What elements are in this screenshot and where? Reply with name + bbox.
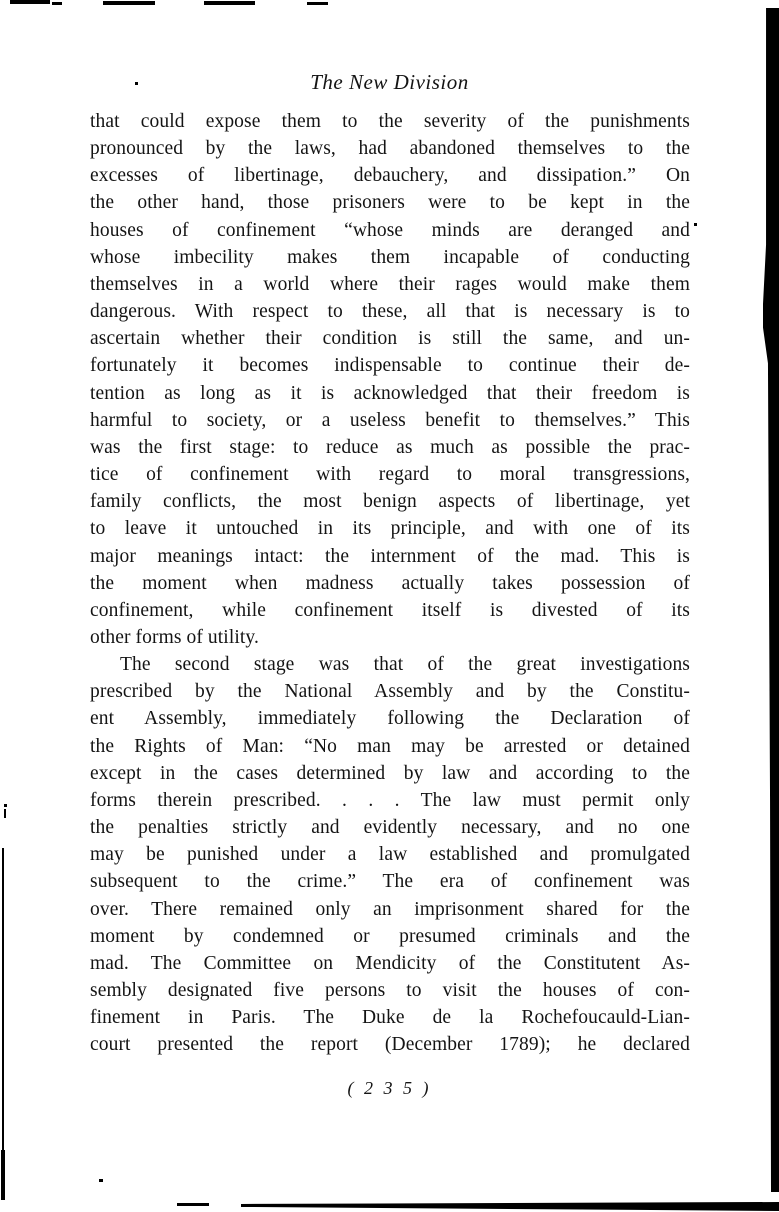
text-line: mad. The Committee on Mendicity of the Constitutent As- (90, 952, 690, 974)
text-line: forms therein prescribed. . . . The law must permit only (90, 789, 690, 811)
text-line: over. There remained only an imprisonment shared for the (90, 898, 690, 920)
text-line: The second stage was that of the great investigations (120, 654, 690, 676)
text-line: fortunately it becomes indispensable to continue their de- (90, 355, 690, 377)
text-line: that could expose them to the severity of the punishments (90, 111, 690, 132)
page-number: ( 2 3 5 ) (347, 1078, 432, 1098)
text-line: ascertain whether their condition is still the same, and un- (90, 328, 690, 350)
text-line: other forms of utility. (90, 626, 259, 648)
scan-artifact-left-edge-line (2, 848, 4, 1150)
text-line: moment by condemned or presumed criminals and the (90, 925, 690, 947)
page-body (90, 108, 690, 1058)
text-line: sembly designated five persons to visit the houses of con- (90, 980, 690, 1001)
text-line: dangerous. With respect to these, all that is necessary is to (90, 301, 690, 323)
text-line: prescribed by the National Assembly and by the Constitu- (90, 681, 690, 703)
text-line: the penalties strictly and evidently necessary, and no one (90, 817, 690, 839)
text-line: except in the cases determined by law and according to the (90, 762, 690, 784)
text-line: the other hand, those prisoners were to be kept in the (90, 192, 690, 214)
text-line: the moment when madness actually takes possession of (90, 572, 690, 594)
text-line: court presented the report (December 1789); he declared (90, 1034, 690, 1056)
text-line: tention as long as it is acknowledged that their freedom is (90, 382, 690, 404)
text-line: houses of confinement “whose minds are deranged and (90, 219, 690, 241)
scan-artifact-bottom-dash (177, 1203, 209, 1206)
text-line: tice of confinement with regard to moral transgressions, (90, 464, 690, 486)
text-line: excesses of libertinage, debauchery, and dissipation.” On (90, 165, 690, 187)
text-line: the Rights of Man: “No man may be arrested or detained (90, 735, 690, 757)
scan-artifact-top-dash (103, 1, 155, 5)
text-line: themselves in a world where their rages would make them (90, 273, 690, 295)
text-line: was the first stage: to reduce as much as possible the prac- (90, 436, 690, 458)
paragraph (90, 108, 690, 651)
scan-speck (694, 223, 697, 226)
scan-artifact-top-dash (204, 1, 255, 5)
text-line: major meanings intact: the internment of the mad. This is (90, 545, 690, 567)
text-line: finement in Paris. The Duke de la Rochefoucauld-Lian- (90, 1007, 690, 1029)
text-line: subsequent to the crime.” The era of confinement was (90, 871, 690, 893)
scan-artifact-top-dash (10, 0, 50, 4)
text-line: family conflicts, the most benign aspects of libertinage, yet (90, 491, 690, 513)
scan-artifact-right-edge-bar (763, 8, 779, 1192)
scan-margin-mark (4, 809, 6, 818)
text-line: harmful to society, or a useless benefit to themselves.” This (90, 409, 690, 431)
text-line: ent Assembly, immediately following the Declaration of (90, 708, 690, 730)
paragraph (90, 651, 690, 1058)
scan-artifact-top-dash (307, 2, 328, 5)
scan-speck (99, 1179, 103, 1182)
text-line: whose imbecility makes them incapable of conducting (90, 246, 690, 268)
scan-artifact-bottom-edge-line (241, 1202, 779, 1211)
running-header: The New Division (310, 70, 469, 94)
text-line: may be punished under a law established and promulgated (90, 844, 690, 866)
text-line: pronounced by the laws, had abandoned themselves to the (90, 138, 690, 160)
text-line: confinement, while confinement itself is divested of its (90, 599, 690, 621)
scan-artifact-top-dash (52, 2, 62, 5)
scan-artifact-left-edge-line (1, 1150, 5, 1200)
text-line: to leave it untouched in its principle, and with one of its (90, 518, 690, 540)
scan-margin-mark (4, 804, 7, 807)
